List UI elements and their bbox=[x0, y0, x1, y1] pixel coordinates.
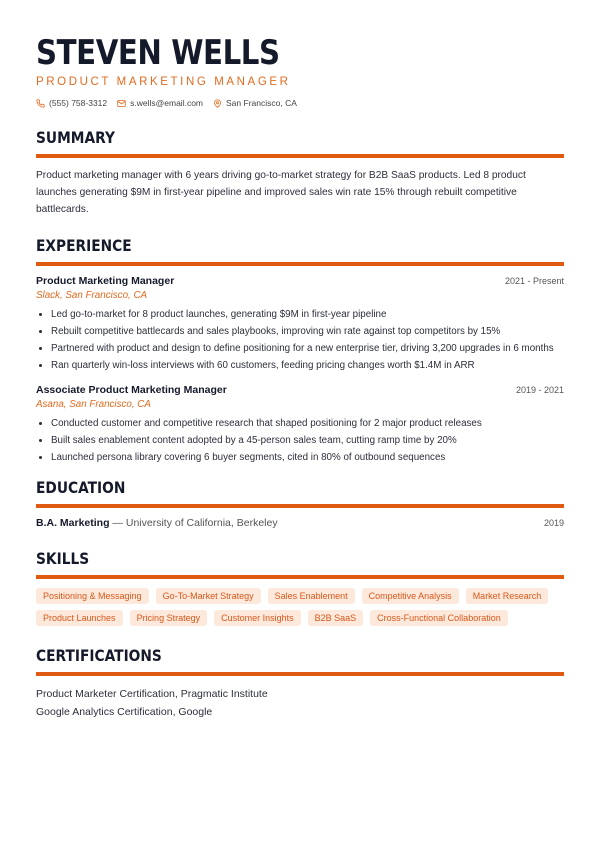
skill-tag: B2B SaaS bbox=[308, 610, 364, 626]
section-divider bbox=[36, 262, 564, 266]
phone-text: (555) 758-3312 bbox=[49, 98, 108, 108]
section-heading: EXPERIENCE bbox=[36, 236, 132, 255]
contact-row bbox=[36, 98, 564, 108]
education-entry bbox=[36, 517, 564, 529]
job-title: PRODUCT MARKETING MANAGER bbox=[36, 76, 291, 88]
phone-icon bbox=[36, 99, 45, 108]
job-dates: 2021 - Present bbox=[504, 276, 564, 286]
section-heading: SUMMARY bbox=[36, 128, 115, 147]
skill-tag: Positioning & Messaging bbox=[36, 588, 149, 604]
section-heading: CERTIFICATIONS bbox=[36, 646, 162, 665]
section-divider bbox=[36, 504, 564, 508]
school: University of California, Berkeley bbox=[125, 517, 278, 529]
education-section bbox=[36, 478, 564, 529]
section-heading: EDUCATION bbox=[36, 478, 126, 497]
contact-phone bbox=[36, 98, 107, 108]
degree: B.A. Marketing bbox=[36, 517, 110, 529]
bullet-item: • Built sales enablement content adopted by a 45-person sales team, cutting ramp time by 20% bbox=[51, 432, 564, 449]
section-divider bbox=[36, 672, 564, 676]
bullet-item: • Rebuilt competitive battlecards and sales playbooks, improving win rate against top competitors by 15% bbox=[51, 323, 564, 340]
skills-section bbox=[36, 549, 564, 626]
section-heading: SKILLS bbox=[36, 549, 90, 568]
skills-list bbox=[36, 588, 564, 626]
bullet-item: • Ran quarterly win-loss interviews with 60 customers, feeding pricing changes worth $1.4M in ARR bbox=[51, 357, 564, 374]
job-dates: 2019 - 2021 bbox=[515, 385, 564, 395]
skill-tag: Pricing Strategy bbox=[130, 610, 208, 626]
bullet-item: • Partnered with product and design to define positioning for a new enterprise tier, driving 3,200 upgrades in 6 months bbox=[51, 340, 564, 357]
job-bullets bbox=[36, 306, 564, 374]
job-position: Product Marketing Manager bbox=[36, 275, 175, 287]
skill-tag: Competitive Analysis bbox=[362, 588, 459, 604]
location-pin-icon bbox=[213, 99, 222, 108]
job-company: Asana, San Francisco, CA bbox=[36, 399, 151, 410]
bullet-item: • Launched persona library covering 6 buyer segments, cited in 80% of outbound sequences bbox=[51, 449, 564, 466]
email-text: s.wells@email.com bbox=[130, 98, 204, 108]
experience-section bbox=[36, 236, 564, 466]
graduation-year: 2019 bbox=[543, 518, 564, 528]
certifications-section bbox=[36, 646, 564, 721]
skill-tag: Product Launches bbox=[36, 610, 123, 626]
summary-section bbox=[36, 128, 564, 218]
skill-tag: Market Research bbox=[466, 588, 549, 604]
degree-separator: — bbox=[109, 517, 126, 529]
location-text: San Francisco, CA bbox=[226, 98, 297, 108]
summary-text: Product marketing manager with 6 years driving go-to-market strategy for B2B SaaS products. Led 8 product launches generating $9M in first-year pipeline and improved sales win rate 15% through rebuilt competitive battlecards. bbox=[36, 170, 526, 215]
skill-tag: Customer Insights bbox=[214, 610, 301, 626]
candidate-name: STEVEN WELLS bbox=[36, 33, 280, 73]
section-divider bbox=[36, 575, 564, 579]
job-position: Associate Product Marketing Manager bbox=[36, 384, 227, 396]
resume-header bbox=[36, 34, 564, 108]
bullet-item: • Conducted customer and competitive research that shaped positioning for 2 major product releases bbox=[51, 415, 564, 432]
job-entry bbox=[36, 275, 564, 374]
certification-item: Product Marketer Certification, Pragmatic Institute bbox=[36, 688, 268, 700]
section-divider bbox=[36, 154, 564, 158]
contact-email bbox=[117, 98, 203, 108]
job-entry bbox=[36, 384, 564, 466]
job-company: Slack, San Francisco, CA bbox=[36, 290, 148, 301]
bullet-item: • Led go-to-market for 8 product launches, generating $9M in first-year pipeline bbox=[51, 306, 564, 323]
certification-item: Google Analytics Certification, Google bbox=[36, 706, 213, 718]
skill-tag: Sales Enablement bbox=[268, 588, 355, 604]
mail-icon bbox=[117, 99, 126, 108]
job-bullets bbox=[36, 415, 564, 466]
contact-location bbox=[213, 98, 297, 108]
skill-tag: Cross-Functional Collaboration bbox=[370, 610, 508, 626]
skill-tag: Go-To-Market Strategy bbox=[156, 588, 261, 604]
